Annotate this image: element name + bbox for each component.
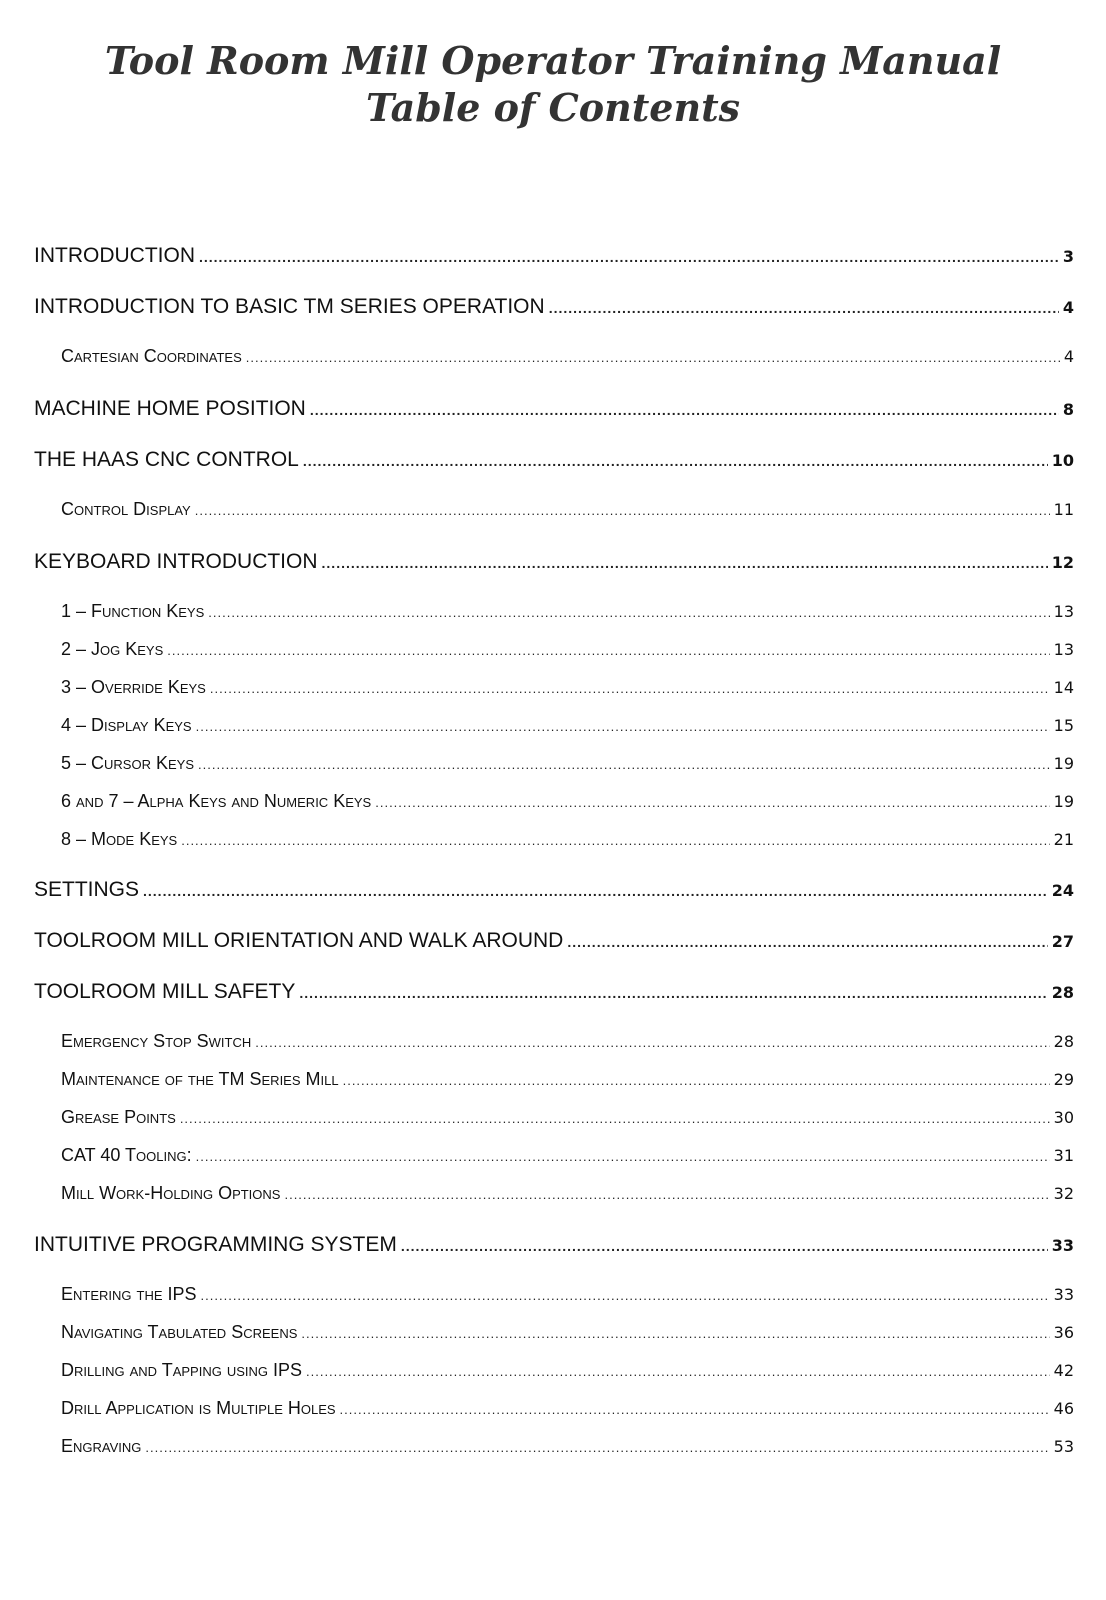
toc-subsection-entry[interactable]: [34, 715, 1074, 736]
dot-leader: [210, 681, 1050, 696]
dot-leader: [310, 402, 1059, 418]
toc-entry-label: Emergency Stop Switch: [61, 1031, 252, 1051]
toc-page-number: 21: [1053, 830, 1074, 849]
toc-page-number: 30: [1053, 1108, 1074, 1127]
toc-page-number: 8: [1062, 400, 1074, 419]
toc-section-entry[interactable]: [34, 397, 1074, 421]
toc-page-number: 29: [1053, 1070, 1074, 1089]
toc-subsection-entry[interactable]: [34, 1398, 1074, 1419]
toc-page-number: 10: [1051, 451, 1074, 470]
toc-entry-label: 6 and 7 – Alpha Keys and Numeric Keys: [61, 791, 372, 811]
toc-subsection-entry[interactable]: [34, 1031, 1074, 1052]
toc-section-entry[interactable]: [34, 980, 1074, 1004]
toc-page-number: 15: [1053, 716, 1074, 735]
toc-page-number: 53: [1053, 1437, 1074, 1456]
document-title: Tool Room Mill Operator Training Manual: [104, 38, 1002, 83]
toc-subsection-entry[interactable]: [34, 791, 1074, 812]
dot-leader: [255, 1035, 1049, 1050]
dot-leader: [343, 1073, 1050, 1088]
toc-page-number: 19: [1053, 754, 1074, 773]
toc-section-entry[interactable]: [34, 244, 1074, 268]
toc-page-number: 4: [1062, 298, 1074, 317]
toc-page-number: 28: [1051, 983, 1074, 1002]
dot-leader: [195, 503, 1050, 518]
toc-heading: Table of Contents: [365, 85, 741, 130]
toc-subsection-entry[interactable]: [34, 753, 1074, 774]
dot-leader: [567, 934, 1047, 950]
toc-entry-label: Engraving: [61, 1436, 142, 1456]
toc-section-entry[interactable]: [34, 448, 1074, 472]
toc-section-entry[interactable]: [34, 550, 1074, 574]
toc-page-number: 27: [1051, 932, 1074, 951]
toc-entry-label: INTUITIVE PROGRAMMING SYSTEM: [34, 1233, 397, 1256]
dot-leader: [201, 1288, 1050, 1303]
toc-subsection-entry[interactable]: [34, 1360, 1074, 1381]
dot-leader: [145, 1440, 1049, 1455]
toc-subsection-entry[interactable]: [34, 1436, 1074, 1457]
toc-entry-label: Navigating Tabulated Screens: [61, 1322, 298, 1342]
dot-leader: [198, 757, 1050, 772]
toc-entry-label: 1 – Function Keys: [61, 601, 205, 621]
toc-page-number: 42: [1053, 1361, 1074, 1380]
toc-subsection-entry[interactable]: [34, 1322, 1074, 1343]
toc-page-number: 33: [1053, 1285, 1074, 1304]
toc-entry-label: Cartesian Coordinates: [61, 346, 242, 366]
toc-subsection-entry[interactable]: [34, 346, 1074, 367]
toc-entry-label: Entering the IPS: [61, 1284, 197, 1304]
dot-leader: [549, 300, 1059, 316]
toc-subsection-entry[interactable]: [34, 1145, 1074, 1166]
toc-section-entry[interactable]: [34, 929, 1074, 953]
dot-leader: [199, 249, 1059, 265]
dot-leader: [301, 1326, 1049, 1341]
toc-entry-label: Mill Work-Holding Options: [61, 1183, 281, 1203]
toc-entry-label: TOOLROOM MILL ORIENTATION AND WALK AROUND: [34, 929, 564, 952]
toc-subsection-entry[interactable]: [34, 601, 1074, 622]
toc-page-number: 13: [1053, 602, 1074, 621]
toc-entry-label: THE HAAS CNC CONTROL: [34, 448, 299, 471]
dot-leader: [303, 453, 1048, 469]
dot-leader: [340, 1402, 1050, 1417]
toc-page-number: 12: [1051, 553, 1074, 572]
toc-entry-label: INTRODUCTION TO BASIC TM SERIES OPERATION: [34, 295, 545, 318]
dot-leader: [181, 833, 1049, 848]
toc-page-number: 36: [1053, 1323, 1074, 1342]
toc-entry-label: SETTINGS: [34, 878, 140, 901]
toc-entry-label: Drill Application is Multiple Holes: [61, 1398, 336, 1418]
toc-page-number: 11: [1053, 500, 1074, 519]
dot-leader: [246, 350, 1060, 365]
toc-subsection-entry[interactable]: [34, 1183, 1074, 1204]
dot-leader: [196, 1149, 1050, 1164]
toc-subsection-entry[interactable]: [34, 639, 1074, 660]
toc-page-number: 46: [1053, 1399, 1074, 1418]
toc-entry-label: INTRODUCTION: [34, 244, 195, 267]
dot-leader: [322, 555, 1048, 571]
dot-leader: [401, 1238, 1048, 1254]
dot-leader: [299, 985, 1047, 1001]
toc-entry-label: MACHINE HOME POSITION: [34, 397, 306, 420]
dot-leader: [143, 883, 1048, 899]
toc-entry-label: 5 – Cursor Keys: [61, 753, 194, 773]
dot-leader: [208, 605, 1049, 620]
toc-entry-label: 8 – Mode Keys: [61, 829, 178, 849]
toc-subsection-entry[interactable]: [34, 499, 1074, 520]
toc-section-entry[interactable]: [34, 1233, 1074, 1257]
toc-subsection-entry[interactable]: [34, 829, 1074, 850]
toc-page-number: 32: [1053, 1184, 1074, 1203]
toc-entry-label: Drilling and Tapping using IPS: [61, 1360, 302, 1380]
toc-page-number: 4: [1063, 347, 1074, 366]
toc-entry-label: TOOLROOM MILL SAFETY: [34, 980, 296, 1003]
dot-leader: [284, 1187, 1049, 1202]
toc-entry-label: 3 – Override Keys: [61, 677, 206, 697]
toc-entry-label: Grease Points: [61, 1107, 176, 1127]
toc-page-number: 28: [1053, 1032, 1074, 1051]
toc-subsection-entry[interactable]: [34, 1107, 1074, 1128]
toc-entry-label: 4 – Display Keys: [61, 715, 192, 735]
dot-leader: [196, 719, 1050, 734]
dot-leader: [167, 643, 1049, 658]
toc-subsection-entry[interactable]: [34, 1284, 1074, 1305]
toc-section-entry[interactable]: [34, 295, 1074, 319]
dot-leader: [180, 1111, 1050, 1126]
toc-page-number: 31: [1053, 1146, 1074, 1165]
dot-leader: [306, 1364, 1050, 1379]
toc-page-number: 13: [1053, 640, 1074, 659]
toc-page-number: 19: [1053, 792, 1074, 811]
toc-section-entry[interactable]: [34, 878, 1074, 902]
toc-subsection-entry[interactable]: [34, 1069, 1074, 1090]
toc-entry-label: Control Display: [61, 499, 191, 519]
toc-page-number: 14: [1053, 678, 1074, 697]
toc-entry-label: KEYBOARD INTRODUCTION: [34, 550, 318, 573]
toc-entry-label: 2 – Jog Keys: [61, 639, 164, 659]
toc-subsection-entry[interactable]: [34, 677, 1074, 698]
toc-page-number: 24: [1051, 881, 1074, 900]
toc-entry-label: Maintenance of the TM Series Mill: [61, 1069, 339, 1089]
toc-entry-label: CAT 40 Tooling:: [61, 1145, 192, 1165]
toc-page-number: 3: [1062, 247, 1074, 266]
toc-page-number: 33: [1051, 1236, 1074, 1255]
dot-leader: [375, 795, 1049, 810]
